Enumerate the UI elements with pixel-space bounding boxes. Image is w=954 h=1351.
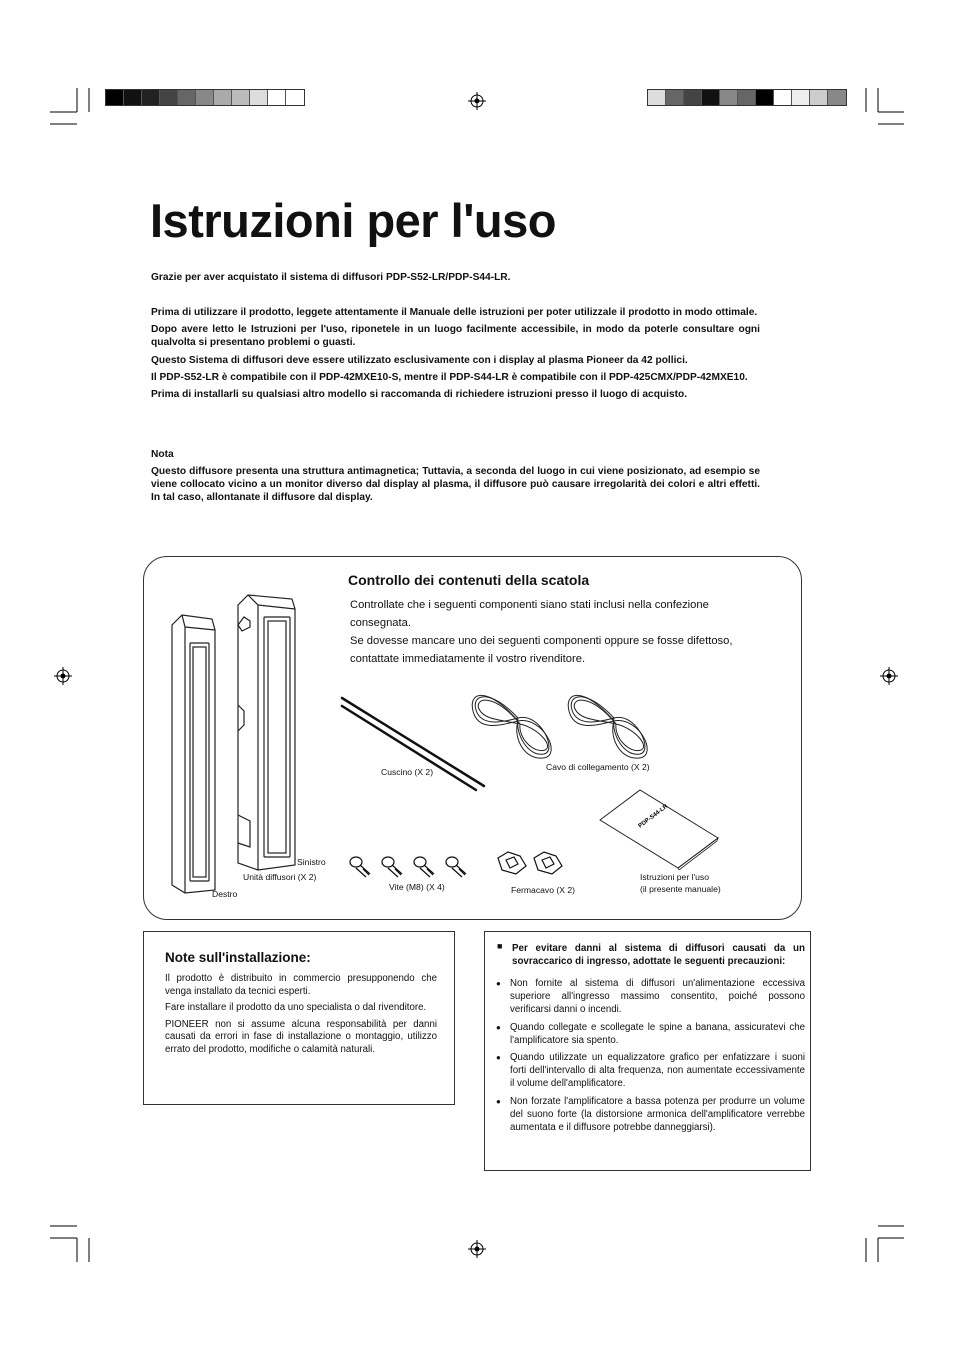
registration-target-right (880, 667, 898, 685)
intro-paragraph: Il PDP-S52-LR è compatibile con il PDP-42MXE10-S, mentre il PDP-S44-LR è compatibile con il PDP-425CMX/PDP-42MXE10. (151, 371, 748, 383)
warning-item: ● Quando utilizzate un equalizzatore grafico per enfatizzare i suoni forti dell'intervallo di alta frequenza, non aumentate eccessivamente il volume dell'amplificatore. (496, 1051, 805, 1091)
registration-target-top (468, 92, 486, 110)
color-swatch (648, 90, 666, 105)
color-swatch (178, 90, 196, 105)
caption-speaker-units: Unità diffusori (X 2) (243, 872, 317, 882)
contents-box-paragraph: Controllate che i seguenti componenti siano stati inclusi nella confezione consegnata. (350, 599, 709, 629)
color-swatch (774, 90, 792, 105)
caption-manual-line1: Istruzioni per l'uso (640, 872, 709, 882)
registration-target-bottom (468, 1240, 486, 1258)
color-registration-bar-left (105, 89, 305, 106)
cushion-illustration (338, 694, 488, 794)
install-note-paragraph: Il prodotto è distribuito in commercio presupponendo che venga installato da tecnici esperti. (165, 973, 437, 997)
color-swatch (702, 90, 720, 105)
caption-cushion: Cuscino (X 2) (381, 767, 434, 777)
color-swatch (106, 90, 124, 105)
intro-paragraph: Prima di installarli su qualsiasi altro modello si raccomanda di richiedere istruzioni presso il luogo di acquisto. (151, 389, 688, 401)
install-note-paragraph: Fare installare il prodotto da uno specialista o dal rivenditore. (165, 1002, 427, 1014)
contents-box-text (350, 596, 770, 668)
warning-item: ● Quando collegate e scollegate le spine a banana, assicuratevi che l'amplificatore sia spento. (496, 1021, 805, 1047)
contents-box-title: Controllo dei contenuti della scatola (348, 572, 590, 588)
warning-item: ● Non forzate l'amplificatore a bassa potenza per produrre un volume del suono forte (la distorsione armonica dell'amplificatore verrebbe aumentata e il diffusore potrebbe danneggiarsi). (496, 1095, 805, 1135)
contents-box-paragraph: Se dovesse mancare uno dei seguenti componenti oppure se fosse difettoso, contattate immediatamente il vostro rivenditore. (350, 635, 733, 665)
booklet-label: PDP-S44-LR (637, 803, 670, 830)
color-swatch (792, 90, 810, 105)
color-swatch (756, 90, 774, 105)
color-swatch (250, 90, 268, 105)
install-note-paragraph: PIONEER non si assume alcuna responsabilità per danni causati da errori in fase di installazione o montaggio, utilizzo errato del prodotto, modifiche o calamità naturali. (165, 1018, 437, 1055)
nota-text (151, 465, 760, 509)
caption-sinistro: Sinistro (297, 857, 326, 867)
color-registration-bar-right (647, 89, 847, 106)
color-swatch (666, 90, 684, 105)
intro-paragraph: Prima di utilizzare il prodotto, leggete attentamente il Manuale delle istruzioni per poter utilizzale il prodotto in modo ottimale. (151, 307, 758, 318)
intro-paragraph: Dopo avere letto le Istruzioni per l'uso, riponetele in un luogo facilmente accessibile, in modo da poterle consultare ogni qualvolta si presentano problemi o guasti. (151, 324, 760, 349)
intro-block (151, 306, 760, 405)
color-swatch (268, 90, 286, 105)
intro-paragraph: Questo Sistema di diffusori deve essere utilizzato esclusivamente con i display al plasma Pioneer da 42 pollici. (151, 354, 688, 366)
color-swatch (684, 90, 702, 105)
warnings-list (496, 977, 805, 1138)
color-swatch (738, 90, 756, 105)
caption-destro: Destro (212, 889, 238, 899)
caption-manual-line2: (il presente manuale) (640, 884, 721, 894)
warnings-heading-bullet: ■ (497, 941, 503, 951)
color-swatch (196, 90, 214, 105)
caption-connection-cable: Cavo di collegamento (X 2) (546, 762, 650, 772)
color-swatch (232, 90, 250, 105)
connection-cable-illustration (468, 676, 666, 766)
page-title: Istruzioni per l'uso (150, 194, 556, 247)
color-swatch (160, 90, 178, 105)
warning-item: ● Non fornite al sistema di diffusori un'alimentazione eccessiva superiore all'ingresso massimo consentito, poiché possono verificarsi danni o incendi. (496, 977, 805, 1017)
intro-paragraph: Grazie per aver acquistato il sistema di diffusori PDP-S52-LR/PDP-S44-LR. (151, 272, 511, 283)
color-swatch (810, 90, 828, 105)
color-swatch (828, 90, 846, 105)
cable-clamps-illustration (494, 848, 570, 882)
install-notes-title: Note sull'installazione: (165, 950, 311, 965)
color-swatch (124, 90, 142, 105)
color-swatch (142, 90, 160, 105)
manual-booklet-illustration (596, 786, 722, 870)
nota-paragraph: Questo diffusore presenta una struttura antimagnetica; Tuttavia, a seconda del luogo in cui viene posizionato, ad esempio se viene collocato vicino a un monitor diverso dal display al plasma, il diffusore può causare irregolarità dei colori e altri effetti. In tal caso, allontanate il diffusore dal display. (151, 466, 760, 504)
install-notes-body (165, 973, 437, 1061)
color-swatch (286, 90, 304, 105)
intro-thanks (151, 271, 760, 288)
color-swatch (720, 90, 738, 105)
registration-target-left (54, 667, 72, 685)
color-swatch (214, 90, 232, 105)
nota-label: Nota (151, 449, 174, 460)
warnings-heading: Per evitare danni al sistema di diffusori causati da un sovraccarico di ingresso, adottate le seguenti precauzioni: (512, 943, 805, 967)
caption-cable-clamps: Fermacavo (X 2) (511, 885, 575, 895)
caption-screws: Vite (M8) (X 4) (389, 882, 445, 892)
